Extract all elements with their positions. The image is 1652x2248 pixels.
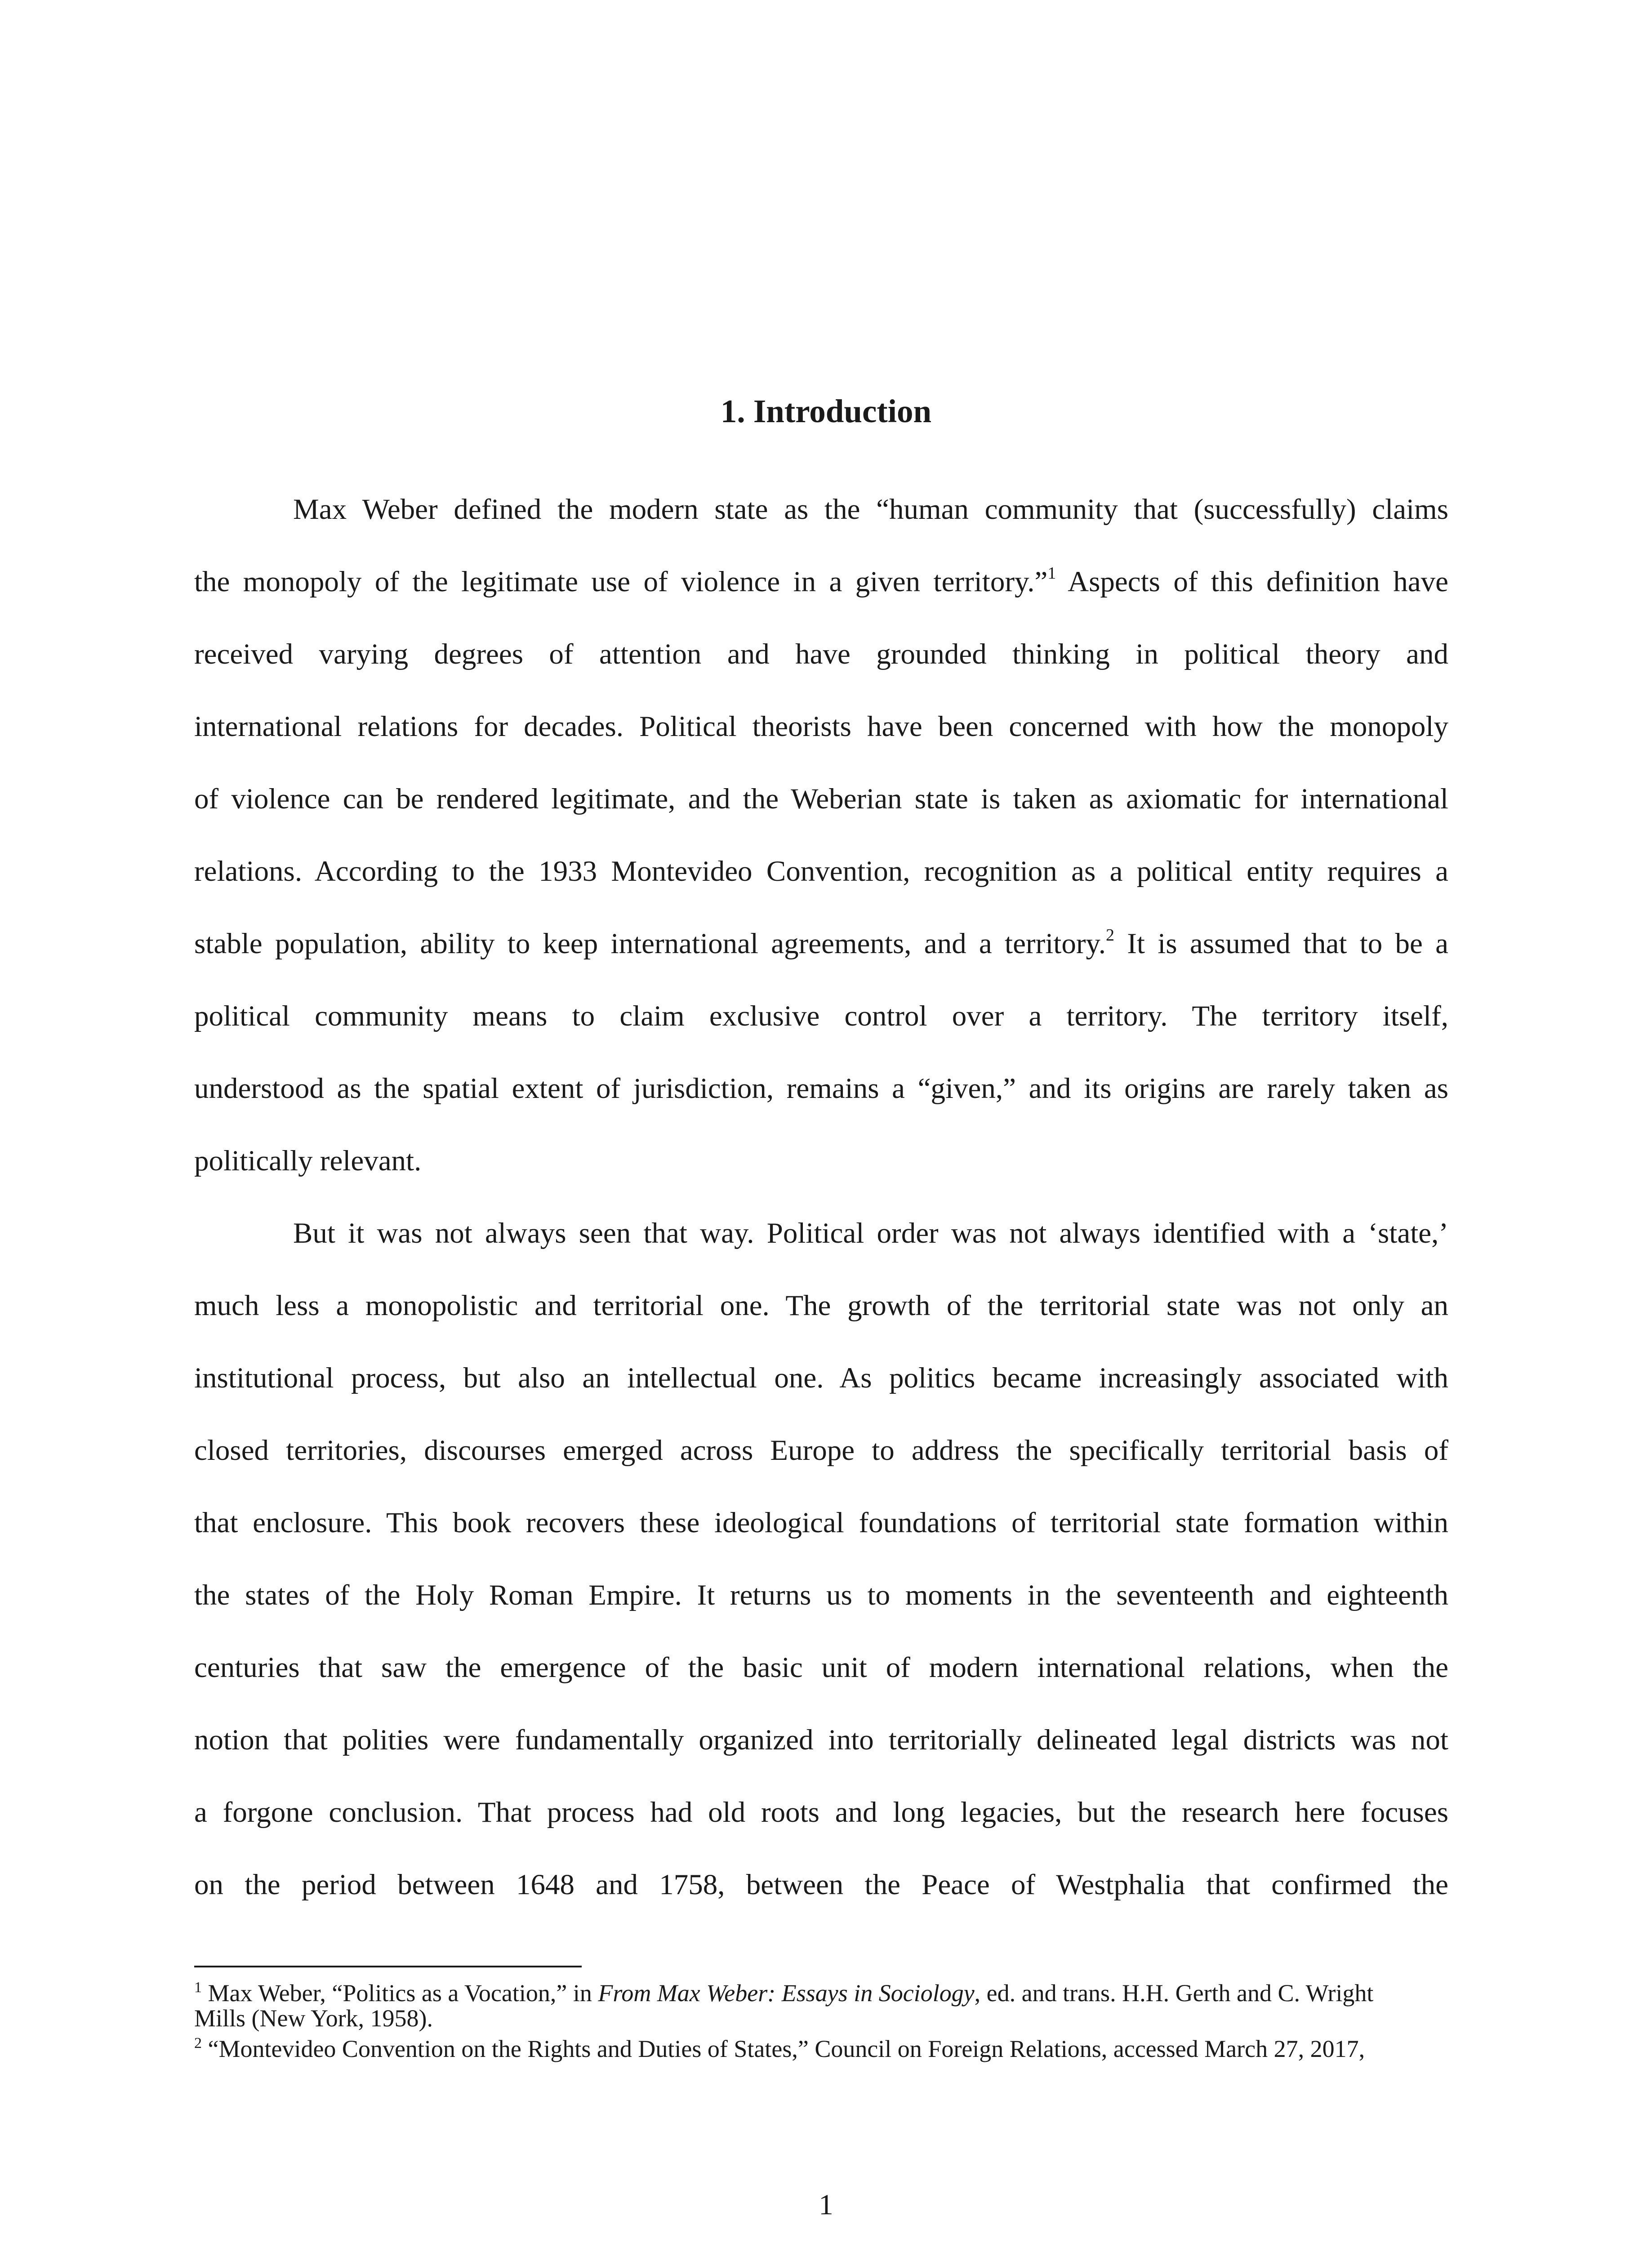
body-text xyxy=(194,473,1448,1921)
footnote-1 xyxy=(194,1980,1453,2031)
paragraph-2-line: a forgone conclusion. That process had old roots and long legacies, but the research here focuses xyxy=(194,1796,1448,1829)
footnote-2 xyxy=(194,2036,1453,2061)
text-run: Max Weber, “Politics as a Vocation,” in xyxy=(202,1980,598,2007)
paragraph-1-line xyxy=(194,908,1448,980)
paragraph-2-line: on the period between 1648 and 1758, between the Peace of Westphalia that confirmed the xyxy=(194,1869,1448,1901)
book-title: From Max Weber: Essays in Sociology xyxy=(598,1980,975,2007)
paragraph-1-line: of violence can be rendered legitimate, and the Weberian state is taken as axiomatic for international xyxy=(194,783,1448,815)
paragraph-2-line: much less a monopolistic and territorial one. The growth of the territorial state was not only an xyxy=(194,1289,1448,1322)
paragraph-2-line: notion that polities were fundamentally organized into territorially delineated legal districts was not xyxy=(194,1724,1448,1756)
text-run: , ed. and trans. H.H. Gerth and C. Wright xyxy=(974,1980,1374,2007)
paragraph-2-line: closed territories, discourses emerged across Europe to address the specifically territorial basis of xyxy=(194,1434,1448,1467)
page-number: 1 xyxy=(819,2189,833,2221)
paragraph-1-line: politically relevant. xyxy=(194,1145,422,1177)
footnote-1-line xyxy=(194,1980,1453,2006)
paragraph-2-line: centuries that saw the emergence of the basic unit of modern international relations, when the xyxy=(194,1651,1448,1684)
paragraph-1-line: understood as the spatial extent of jurisdiction, remains a “given,” and its origins are rarely taken as xyxy=(194,1072,1448,1105)
paragraph-1-line: relations. According to the 1933 Montevideo Convention, recognition as a political entity requires a xyxy=(194,855,1448,888)
text-run: It is assumed that to be a xyxy=(1114,928,1448,960)
footnote-reference[interactable]: 2 xyxy=(1106,926,1115,945)
footnote-reference[interactable]: 1 xyxy=(1047,564,1056,583)
footnote-2-line xyxy=(194,2036,1453,2061)
paragraph-2-line: the states of the Holy Roman Empire. It returns us to moments in the seventeenth and eighteenth xyxy=(194,1579,1448,1611)
footnote-separator xyxy=(194,1966,582,1967)
paragraph-1-line: political community means to claim exclusive control over a territory. The territory itself, xyxy=(194,1000,1448,1032)
footnotes xyxy=(194,1980,1453,2067)
paragraph-1-line xyxy=(194,546,1448,618)
chapter-title: 1. Introduction xyxy=(720,393,932,429)
text-run: Aspects of this definition have xyxy=(1056,566,1449,598)
paragraph-2-line: that enclosure. This book recovers these ideological foundations of territorial state formation within xyxy=(194,1507,1448,1539)
paragraph-1-line: international relations for decades. Political theorists have been concerned with how the monopoly xyxy=(194,710,1448,743)
text-run: “Montevideo Convention on the Rights and Duties of States,” Council on Foreign Relations, accessed March 27, 2017, xyxy=(202,2035,1365,2062)
text-run: the monopoly of the legitimate use of violence in a given territory.” xyxy=(194,566,1048,598)
paragraph-1-line: Max Weber defined the modern state as the “human community that (successfully) claims xyxy=(293,493,1448,526)
footnote-1-line: Mills (New York, 1958). xyxy=(194,2005,433,2032)
text-run: stable population, ability to keep international agreements, and a territory. xyxy=(194,928,1106,960)
footnote-marker: 2 xyxy=(194,2035,202,2052)
footnote-marker: 1 xyxy=(194,1979,202,1996)
paragraph-2-line: But it was not always seen that way. Political order was not always identified with a ‘state,’ xyxy=(293,1217,1448,1249)
paragraph-1-line: received varying degrees of attention and have grounded thinking in political theory and xyxy=(194,638,1448,670)
paragraph-2-line: institutional process, but also an intellectual one. As politics became increasingly associated with xyxy=(194,1362,1448,1394)
